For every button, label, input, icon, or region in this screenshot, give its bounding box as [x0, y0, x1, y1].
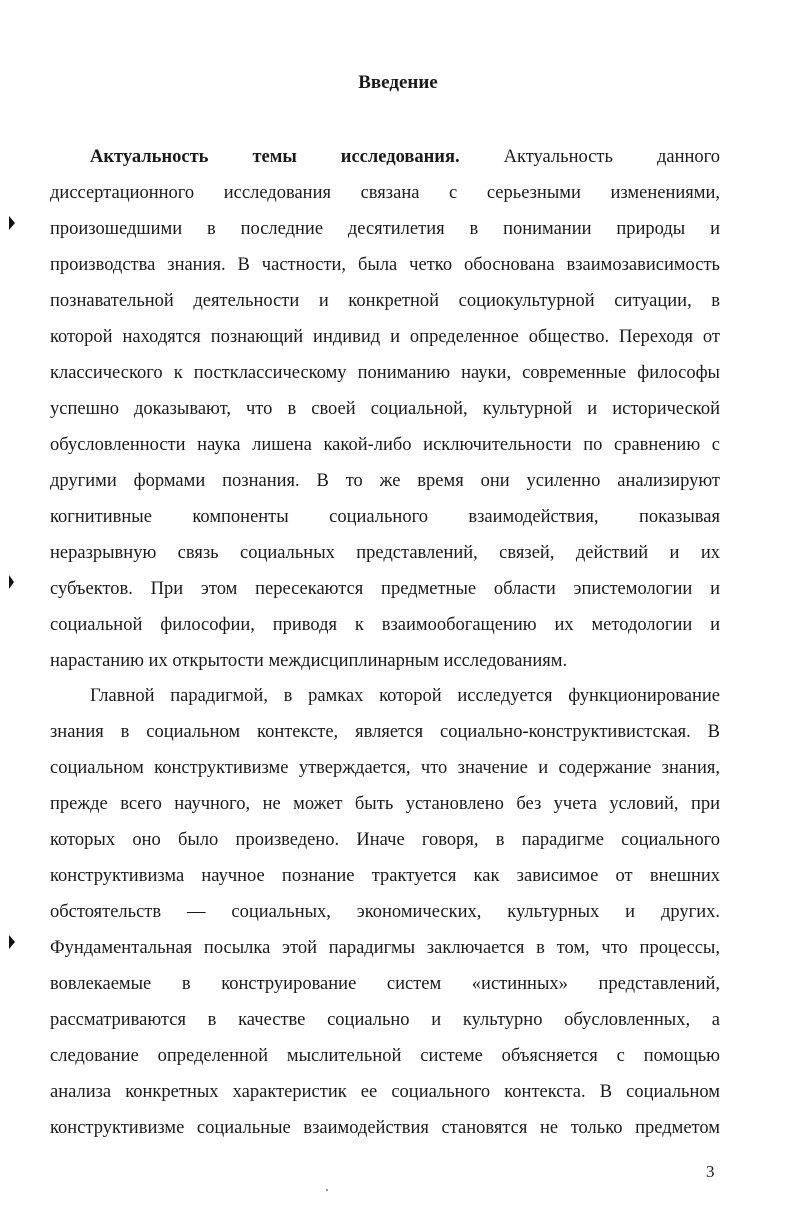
page-number: 3: [706, 1162, 715, 1181]
paragraph-line: знания в социальном контексте, является социально-конструктивистская. В: [50, 722, 720, 742]
paragraph-line: социальной философии, приводя к взаимообогащению их методологии и: [50, 615, 720, 635]
paragraph-line: Фундаментальная посылка этой парадигмы заключается в том, что процессы,: [50, 938, 720, 958]
first-line-text: Актуальность данного: [503, 147, 720, 167]
paragraph-line: неразрывную связь социальных представлений, связей, действий и их: [50, 543, 720, 563]
lead-in-heading: Актуальность темы исследования.: [90, 147, 460, 167]
paragraph-line: следование определенной мыслительной системе объясняется с помощью: [50, 1046, 720, 1066]
paragraph-line: которых оно было произведено. Иначе говоря, в парадигме социального: [50, 830, 720, 850]
paragraph-line: социальном конструктивизме утверждается, что значение и содержание знания,: [50, 758, 720, 778]
paragraph-line: познавательной деятельности и конкретной социокультурной ситуации, в: [50, 291, 720, 311]
paragraph-line: обусловленности наука лишена какой-либо исключительности по сравнению с: [50, 435, 720, 455]
paragraph-line: прежде всего научного, не может быть установлено без учета условий, при: [50, 794, 720, 814]
scan-mark-icon: [9, 216, 15, 230]
paragraph-line: производства знания. В частности, была четко обоснована взаимозависимость: [50, 255, 720, 275]
paragraph-line: диссертационного исследования связана с серьезными изменениями,: [50, 183, 720, 203]
page-title: Введение: [358, 72, 438, 93]
paragraph-line: субъектов. При этом пересекаются предметные области эпистемологии и: [50, 579, 720, 599]
paragraph-line: [90, 145, 720, 169]
scan-speck-icon: [326, 1189, 328, 1191]
paragraph-line: классического к постклассическому пониманию науки, современные философы: [50, 363, 720, 383]
paragraph-line: анализа конкретных характеристик ее социального контекста. В социальном: [50, 1082, 720, 1102]
paragraph-line: обстоятельств — социальных, экономических, культурных и других.: [50, 902, 720, 922]
paragraph-line: конструктивизме социальные взаимодействия становятся не только предметом: [50, 1118, 720, 1138]
paragraph-line: когнитивные компоненты социального взаимодействия, показывая: [50, 507, 720, 527]
paragraph-line: нарастанию их открытости междисциплинарным исследованиям.: [50, 651, 568, 671]
paragraph-line: успешно доказывают, что в своей социальной, культурной и исторической: [50, 399, 720, 419]
scan-mark-icon: [9, 935, 15, 949]
paragraph-line: другими формами познания. В то же время они усиленно анализируют: [50, 471, 720, 491]
paragraph-line: произошедшими в последние десятилетия в понимании природы и: [50, 219, 720, 239]
paragraph-line: конструктивизма научное познание трактуется как зависимое от внешних: [50, 866, 720, 886]
scan-mark-icon: [9, 575, 14, 589]
paragraph-line: Главной парадигмой, в рамках которой исследуется функционирование: [90, 686, 720, 706]
paragraph-line: которой находятся познающий индивид и определенное общество. Переходя от: [50, 327, 720, 347]
paragraph-line: рассматриваются в качестве социально и культурно обусловленных, а: [50, 1010, 720, 1030]
paragraph-line: вовлекаемые в конструирование систем «истинных» представлений,: [50, 974, 720, 994]
